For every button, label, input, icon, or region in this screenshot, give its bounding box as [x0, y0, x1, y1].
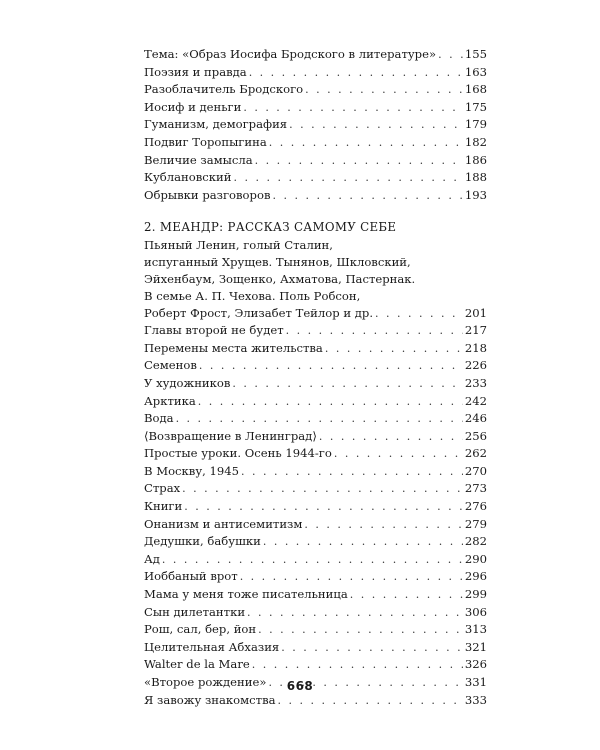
dot-leader — [255, 152, 463, 170]
toc-entry-line: испуганный Хрущев. Тынянов, Шкловский, — [144, 255, 411, 270]
toc-entry — [144, 305, 487, 323]
toc-entry-title: Величие замысла — [144, 152, 253, 167]
toc-entry — [144, 99, 487, 117]
toc-entry-line: В семье А. П. Чехова. Поль Робсон, — [144, 288, 361, 303]
dot-leader — [232, 375, 462, 393]
toc-entry — [144, 480, 487, 498]
dot-leader — [233, 169, 462, 187]
toc-entry-page: 186 — [464, 152, 487, 167]
toc-entry — [144, 340, 487, 358]
toc-entry-page: 306 — [464, 604, 487, 619]
toc-entry-page: 246 — [464, 411, 487, 426]
toc-entry-title: У художников — [144, 375, 231, 390]
toc-entry-page: 313 — [464, 622, 487, 637]
toc-entry-title: Дедушки, бабушки — [144, 534, 261, 549]
toc-entry-title: В Москву, 1945 — [144, 463, 240, 478]
dot-leader — [258, 621, 463, 639]
toc-entry-page: 333 — [464, 692, 487, 707]
toc-entry — [144, 46, 487, 64]
toc-entry — [144, 463, 487, 481]
toc-entry — [144, 81, 487, 99]
dot-leader — [272, 187, 462, 205]
toc-entry-page: 218 — [464, 340, 487, 355]
dot-leader — [281, 639, 463, 657]
dot-leader — [240, 568, 463, 586]
toc-entry — [144, 152, 487, 170]
toc-entry-page: 279 — [464, 516, 487, 531]
toc-entry — [144, 533, 487, 551]
toc-entry-title: Поэзия и правда — [144, 64, 247, 79]
toc-entry — [144, 551, 487, 569]
toc-entry-title: Вода — [144, 411, 174, 426]
toc-entry — [144, 604, 487, 622]
dot-leader — [182, 480, 463, 498]
dot-leader — [350, 586, 463, 604]
toc-entry-page: 290 — [464, 551, 487, 566]
toc-entry-line: Эйхенбаум, Зощенко, Ахматова, Пастернак. — [144, 271, 416, 286]
toc-entry-title: Книги — [144, 499, 183, 514]
dot-leader — [263, 533, 463, 551]
toc-entry-title: Страх — [144, 481, 181, 496]
toc-entry — [144, 357, 487, 375]
dot-leader — [304, 516, 462, 534]
dot-leader — [176, 410, 463, 428]
toc-entry — [144, 393, 487, 411]
toc-list-first — [144, 46, 487, 204]
toc-entry-page: 242 — [464, 393, 487, 408]
toc-entry-title: Сын дилетантки — [144, 604, 246, 619]
toc-multiline-entry — [144, 237, 487, 322]
toc-entry — [144, 498, 487, 516]
toc-entry — [144, 322, 487, 340]
toc-entry-title: Разоблачитель Бродского — [144, 82, 304, 97]
toc-entry — [144, 692, 487, 710]
toc-entry-title: Подвиг Торопыгина — [144, 134, 267, 149]
dot-leader — [325, 340, 463, 358]
dot-leader — [199, 357, 463, 375]
table-of-contents — [144, 46, 487, 709]
dot-leader — [162, 551, 463, 569]
toc-entry-page: 276 — [464, 499, 487, 514]
toc-entry-page: 299 — [464, 587, 487, 602]
dot-leader — [278, 692, 463, 710]
section-heading: 2. МЕАНДР: РАССКАЗ САМОМУ СЕБЕ — [144, 220, 397, 235]
toc-entry-title: Тема: «Образ Иосифа Бродского в литературе» — [144, 47, 437, 61]
toc-entry-page: 175 — [464, 99, 487, 114]
toc-entry-title: Перемены места жительства — [144, 340, 323, 355]
toc-entry — [144, 516, 487, 534]
toc-entry — [144, 656, 487, 674]
toc-entry — [144, 621, 487, 639]
page-number: 668 — [286, 679, 314, 693]
toc-entry-page: 188 — [464, 170, 487, 185]
dot-leader — [247, 604, 463, 622]
toc-entry-page: 155 — [464, 47, 487, 61]
toc-entry-page: 226 — [464, 358, 487, 373]
toc-entry — [144, 187, 487, 205]
toc-entry — [144, 134, 487, 152]
toc-entry-page: 331 — [464, 675, 487, 689]
dot-leader — [243, 99, 463, 117]
toc-entry-page: 163 — [464, 64, 487, 79]
toc-entry — [144, 445, 487, 463]
toc-entry — [144, 586, 487, 604]
toc-entry-page: 233 — [464, 375, 487, 390]
toc-entry-page: 256 — [464, 428, 487, 443]
toc-entry-title: Кублановский — [144, 170, 232, 185]
toc-entry — [144, 64, 487, 82]
dot-leader — [305, 81, 463, 99]
toc-entry-title: Иосиф и деньги — [144, 99, 242, 114]
toc-entry — [144, 639, 487, 657]
toc-entry-title: Рош, сал, бер, йон — [144, 622, 257, 637]
toc-entry-title: Простые уроки. Осень 1944-го — [144, 446, 332, 461]
toc-entry-title: Целительная Абхазия — [144, 639, 280, 654]
toc-entry — [144, 428, 487, 446]
dot-leader — [241, 463, 463, 481]
toc-entry-page: 217 — [464, 323, 487, 338]
toc-entry-title: Иоббаный врот — [144, 569, 238, 584]
dot-leader — [198, 393, 463, 411]
toc-entry-page: 193 — [464, 187, 487, 202]
toc-entry-page: 273 — [464, 481, 487, 496]
toc-entry — [144, 169, 487, 187]
toc-entry — [144, 568, 487, 586]
toc-entry-page: 270 — [464, 463, 487, 478]
dot-leader — [269, 134, 463, 152]
toc-entry-page: 182 — [464, 134, 487, 149]
toc-entry — [144, 375, 487, 393]
toc-entry-title: Главы второй не будет — [144, 323, 284, 338]
toc-list-second — [144, 322, 487, 709]
toc-entry-title: Гуманизм, демография — [144, 117, 288, 132]
toc-entry-page: 201 — [464, 305, 487, 320]
dot-leader — [252, 656, 463, 674]
dot-leader — [249, 64, 463, 82]
toc-entry-title: Мама у меня тоже писательница — [144, 587, 348, 602]
toc-entry-title: «Второе рождение» — [144, 675, 267, 689]
toc-entry-page: 326 — [464, 657, 487, 672]
toc-entry — [144, 116, 487, 134]
toc-entry-page: 321 — [464, 639, 487, 654]
dot-leader — [319, 428, 463, 446]
dot-leader — [289, 116, 463, 134]
dot-leader — [375, 305, 463, 323]
dot-leader — [334, 445, 463, 463]
toc-entry-title: Обрывки разговоров — [144, 187, 271, 202]
toc-entry-title: Walter de la Mare — [144, 657, 250, 672]
toc-entry-page: 262 — [464, 446, 487, 461]
toc-entry — [144, 410, 487, 428]
toc-entry-title: Арктика — [144, 393, 196, 408]
toc-entry-title: Онанизм и антисемитизм — [144, 516, 303, 531]
toc-entry-title: Семенов — [144, 358, 197, 373]
toc-entry-line: Пьяный Ленин, голый Сталин, — [144, 238, 333, 253]
dot-leader — [438, 46, 463, 64]
toc-entry-page: 179 — [464, 117, 487, 132]
dot-leader — [286, 322, 463, 340]
toc-entry-title: Роберт Фрост, Элизабет Тейлор и др. — [144, 305, 374, 320]
toc-entry-page: 296 — [464, 569, 487, 584]
toc-entry-page: 168 — [464, 82, 487, 97]
dot-leader — [184, 498, 463, 516]
toc-entry-title: Ад — [144, 551, 160, 566]
toc-entry-title: Я завожу знакомства — [144, 692, 276, 707]
toc-entry-page: 282 — [464, 534, 487, 549]
toc-entry-title: ⟨Возвращение в Ленинград⟩ — [144, 428, 317, 443]
